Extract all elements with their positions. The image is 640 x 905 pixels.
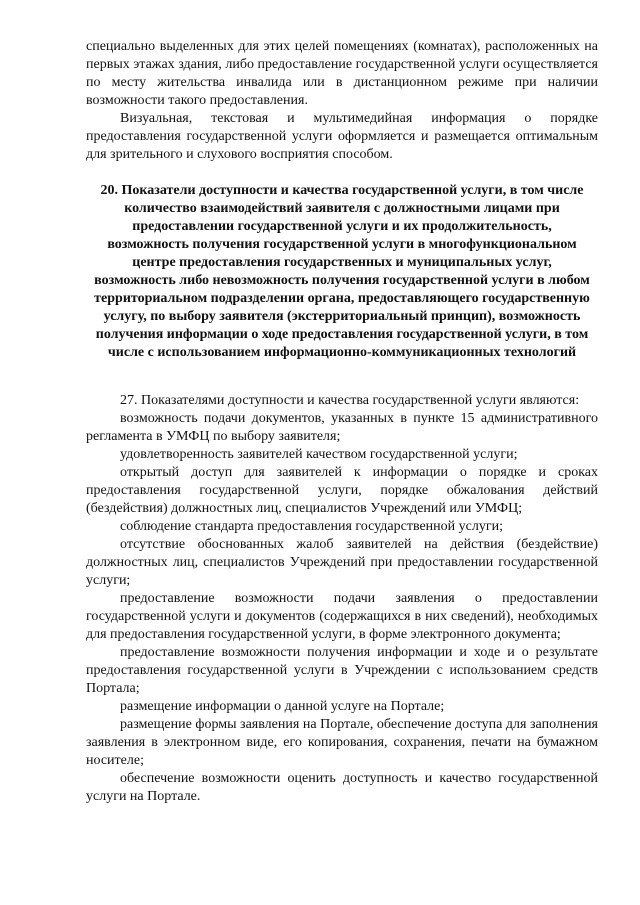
- list-item: удовлетворенность заявителей качеством государственной услуги;: [120, 447, 518, 462]
- list-item: предоставление возможности подачи заявления о предоставлении государственной услуги и документов (содержащихся в них сведений), необходимых для предоставления государственной услуги, в форме электронного документа;: [86, 591, 598, 642]
- section-heading: 20. Показатели доступности и качества государственной услуги, в том числе количество взаимодействий заявителя с должностными лицами при предоставлении государственной услуги и их продолжительность, возможность получения государственной услуги в многофункциональном центре предоставления государственных и муниципальных услуг, возможность либо невозможность получения государственной услуги в любом территориальном подразделении органа, предоставляющего государственную услугу, по выбору заявителя (экстерриториальный принцип), возможность получения информации о ходе предоставления государственной услуги, в том числе с использованием информационно-коммуникационных технологий: [94, 183, 590, 360]
- list-item: размещение формы заявления на Портале, обеспечение доступа для заполнения заявления в электронном виде, его копирования, сохранения, печати на бумажном носителе;: [86, 717, 598, 768]
- document-page: [86, 38, 598, 806]
- intro-paragraph-1: специально выделенных для этих целей помещениях (комнатах), расположенных на первых этажах здания, либо предоставление государственной услуги осуществляется по месту жительства инвалида или в дистанционном режиме при наличии возможности такого предоставления.: [86, 39, 598, 108]
- list-item: соблюдение стандарта предоставления государственной услуги;: [120, 519, 503, 534]
- list-item: открытый доступ для заявителей к информации о порядке и сроках предоставления государственной услуги, порядке обжалования действий (бездействия) должностных лиц, специалистов Учреждений или УМФЦ;: [86, 465, 598, 516]
- list-item: размещение информации о данной услуге на Портале;: [120, 699, 445, 714]
- list-item: отсутствие обоснованных жалоб заявителей на действия (бездействие) должностных лиц, специалистов Учреждений при предоставлении государственной услуги;: [86, 537, 598, 588]
- intro-paragraph-2: Визуальная, текстовая и мультимедийная информация о порядке предоставления государственной услуги оформляется и размещается оптимальным для зрительного и слухового восприятия способом.: [86, 111, 598, 162]
- list-item: предоставление возможности получения информации и ходе и о результате предоставления государственной услуги в Учреждении с использованием средств Портала;: [86, 645, 598, 696]
- list-item: обеспечение возможности оценить доступность и качество государственной услуги на Портале.: [86, 771, 598, 804]
- list-item: возможность подачи документов, указанных в пункте 15 административного регламента в УМФЦ по выбору заявителя;: [86, 411, 598, 444]
- item-27-intro: 27. Показателями доступности и качества государственной услуги являются:: [120, 393, 580, 408]
- section-gap: [86, 362, 598, 392]
